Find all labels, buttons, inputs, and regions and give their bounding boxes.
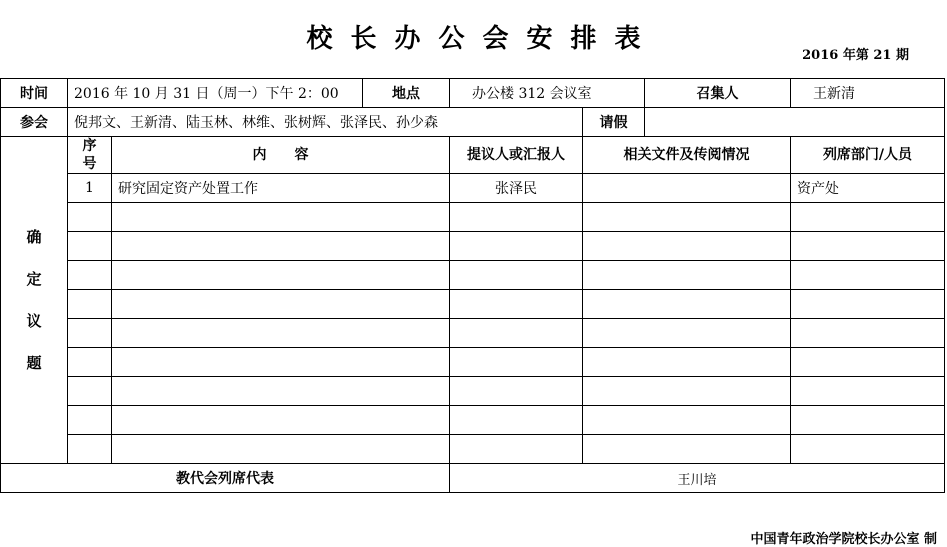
agenda-attendees [791, 203, 945, 232]
representative-label: 教代会列席代表 [1, 464, 450, 493]
agenda-content [112, 203, 450, 232]
attendees-value: 倪邦文、王新清、陆玉林、林维、张树辉、张泽民、孙少森 [68, 108, 583, 137]
agenda-side-label [1, 137, 68, 464]
agenda-no [68, 348, 112, 377]
header-proposer: 提议人或汇报人 [450, 137, 583, 174]
place-label: 地点 [363, 79, 450, 108]
place-value: 办公楼 312 会议室 [450, 79, 645, 108]
agenda-row [1, 406, 945, 435]
agenda-proposer: 张泽民 [450, 174, 583, 203]
agenda-proposer [450, 203, 583, 232]
header-no-line1: 序 [82, 138, 97, 154]
meeting-info-row [1, 79, 945, 108]
agenda-row [1, 232, 945, 261]
agenda-proposer [450, 290, 583, 319]
agenda-attendees [791, 406, 945, 435]
schedule-table [0, 78, 945, 493]
agenda-content [112, 290, 450, 319]
time-value: 2016 年 10 月 31 日（周一）下午 2：00 [68, 79, 363, 108]
header-no-line2: 号 [82, 156, 97, 172]
agenda-content [112, 406, 450, 435]
convener-label: 召集人 [645, 79, 791, 108]
agenda-row [1, 261, 945, 290]
agenda-no: 1 [68, 174, 112, 203]
agenda-row [1, 435, 945, 464]
header-no [68, 137, 112, 174]
time-label: 时间 [1, 79, 68, 108]
agenda-attendees [791, 348, 945, 377]
convener-value: 王新清 [791, 79, 945, 108]
agenda-content [112, 377, 450, 406]
agenda-attendees [791, 377, 945, 406]
side-char: 议 [26, 312, 42, 330]
agenda-proposer [450, 261, 583, 290]
attendees-row [1, 108, 945, 137]
agenda-row [1, 377, 945, 406]
attendees-label: 参会 [1, 108, 68, 137]
header-attendees: 列席部门/人员 [791, 137, 945, 174]
side-char: 题 [26, 354, 42, 372]
agenda-proposer [450, 319, 583, 348]
agenda-content: 研究固定资产处置工作 [112, 174, 450, 203]
agenda-row [1, 348, 945, 377]
agenda-row [1, 290, 945, 319]
representative-value: 王川培 [450, 464, 945, 493]
agenda-content [112, 348, 450, 377]
agenda-attendees [791, 435, 945, 464]
header-documents: 相关文件及传阅情况 [583, 137, 791, 174]
leave-label: 请假 [583, 108, 645, 137]
agenda-no [68, 261, 112, 290]
agenda-content [112, 232, 450, 261]
agenda-documents [583, 435, 791, 464]
agenda-proposer [450, 435, 583, 464]
agenda-documents [583, 261, 791, 290]
side-char: 定 [26, 270, 42, 288]
agenda-proposer [450, 377, 583, 406]
agenda-row [1, 174, 945, 203]
agenda-no [68, 435, 112, 464]
agenda-header-row [1, 137, 945, 174]
agenda-proposer [450, 406, 583, 435]
agenda-no [68, 406, 112, 435]
agenda-proposer [450, 348, 583, 377]
agenda-content [112, 435, 450, 464]
leave-value [645, 108, 945, 137]
agenda-documents [583, 290, 791, 319]
header-content: 内 容 [112, 137, 450, 174]
agenda-no [68, 232, 112, 261]
agenda-no [68, 319, 112, 348]
representative-row [1, 464, 945, 493]
issue-number: 2016 年第 21 期 [802, 48, 909, 63]
agenda-row [1, 203, 945, 232]
agenda-attendees [791, 290, 945, 319]
footer-credit: 中国青年政治学院校长办公室 制 [750, 532, 937, 547]
agenda-documents [583, 203, 791, 232]
agenda-content [112, 261, 450, 290]
agenda-attendees [791, 232, 945, 261]
agenda-no [68, 290, 112, 319]
agenda-content [112, 319, 450, 348]
agenda-documents [583, 406, 791, 435]
agenda-attendees [791, 319, 945, 348]
agenda-documents [583, 319, 791, 348]
agenda-documents [583, 174, 791, 203]
page-title: 校长办公会安排表 [306, 24, 659, 54]
side-char: 确 [26, 228, 42, 246]
agenda-attendees [791, 261, 945, 290]
agenda-proposer [450, 232, 583, 261]
agenda-attendees: 资产处 [791, 174, 945, 203]
agenda-no [68, 203, 112, 232]
agenda-documents [583, 232, 791, 261]
agenda-row [1, 319, 945, 348]
agenda-no [68, 377, 112, 406]
agenda-documents [583, 377, 791, 406]
agenda-documents [583, 348, 791, 377]
